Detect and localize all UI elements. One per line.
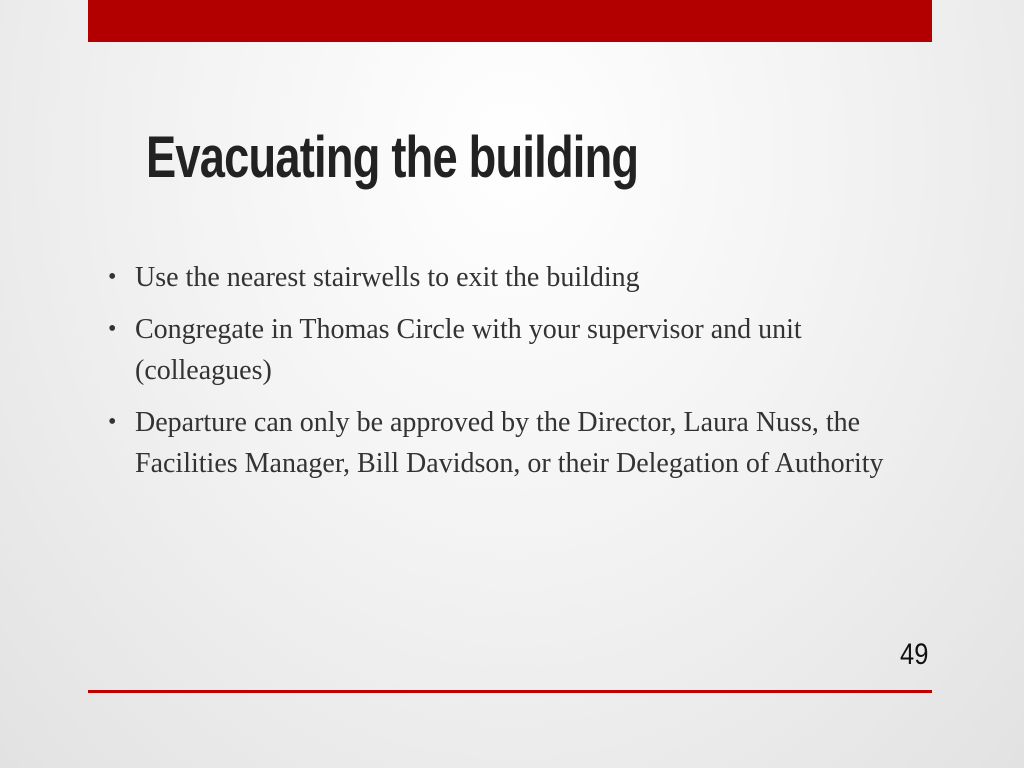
bullet-text: Congregate in Thomas Circle with your supervisor and unit (colleagues) xyxy=(135,314,802,386)
bullet-item xyxy=(108,402,908,484)
bullet-text: Departure can only be approved by the Director, Laura Nuss, the Facilities Manager, Bill Davidson, or their Delegation of Authority xyxy=(135,407,884,479)
bullet-item xyxy=(108,309,908,391)
page-number: 49 xyxy=(899,638,928,671)
bullet-list xyxy=(108,257,908,495)
bullet-item xyxy=(108,257,908,298)
bullet-text: Use the nearest stairwells to exit the building xyxy=(135,262,640,293)
bottom-divider xyxy=(88,690,932,693)
bullet-icon: • xyxy=(108,316,117,342)
slide-title: Evacuating the building xyxy=(146,125,639,190)
top-accent-bar xyxy=(88,0,932,42)
bullet-icon: • xyxy=(108,409,117,435)
bullet-icon: • xyxy=(108,264,117,290)
